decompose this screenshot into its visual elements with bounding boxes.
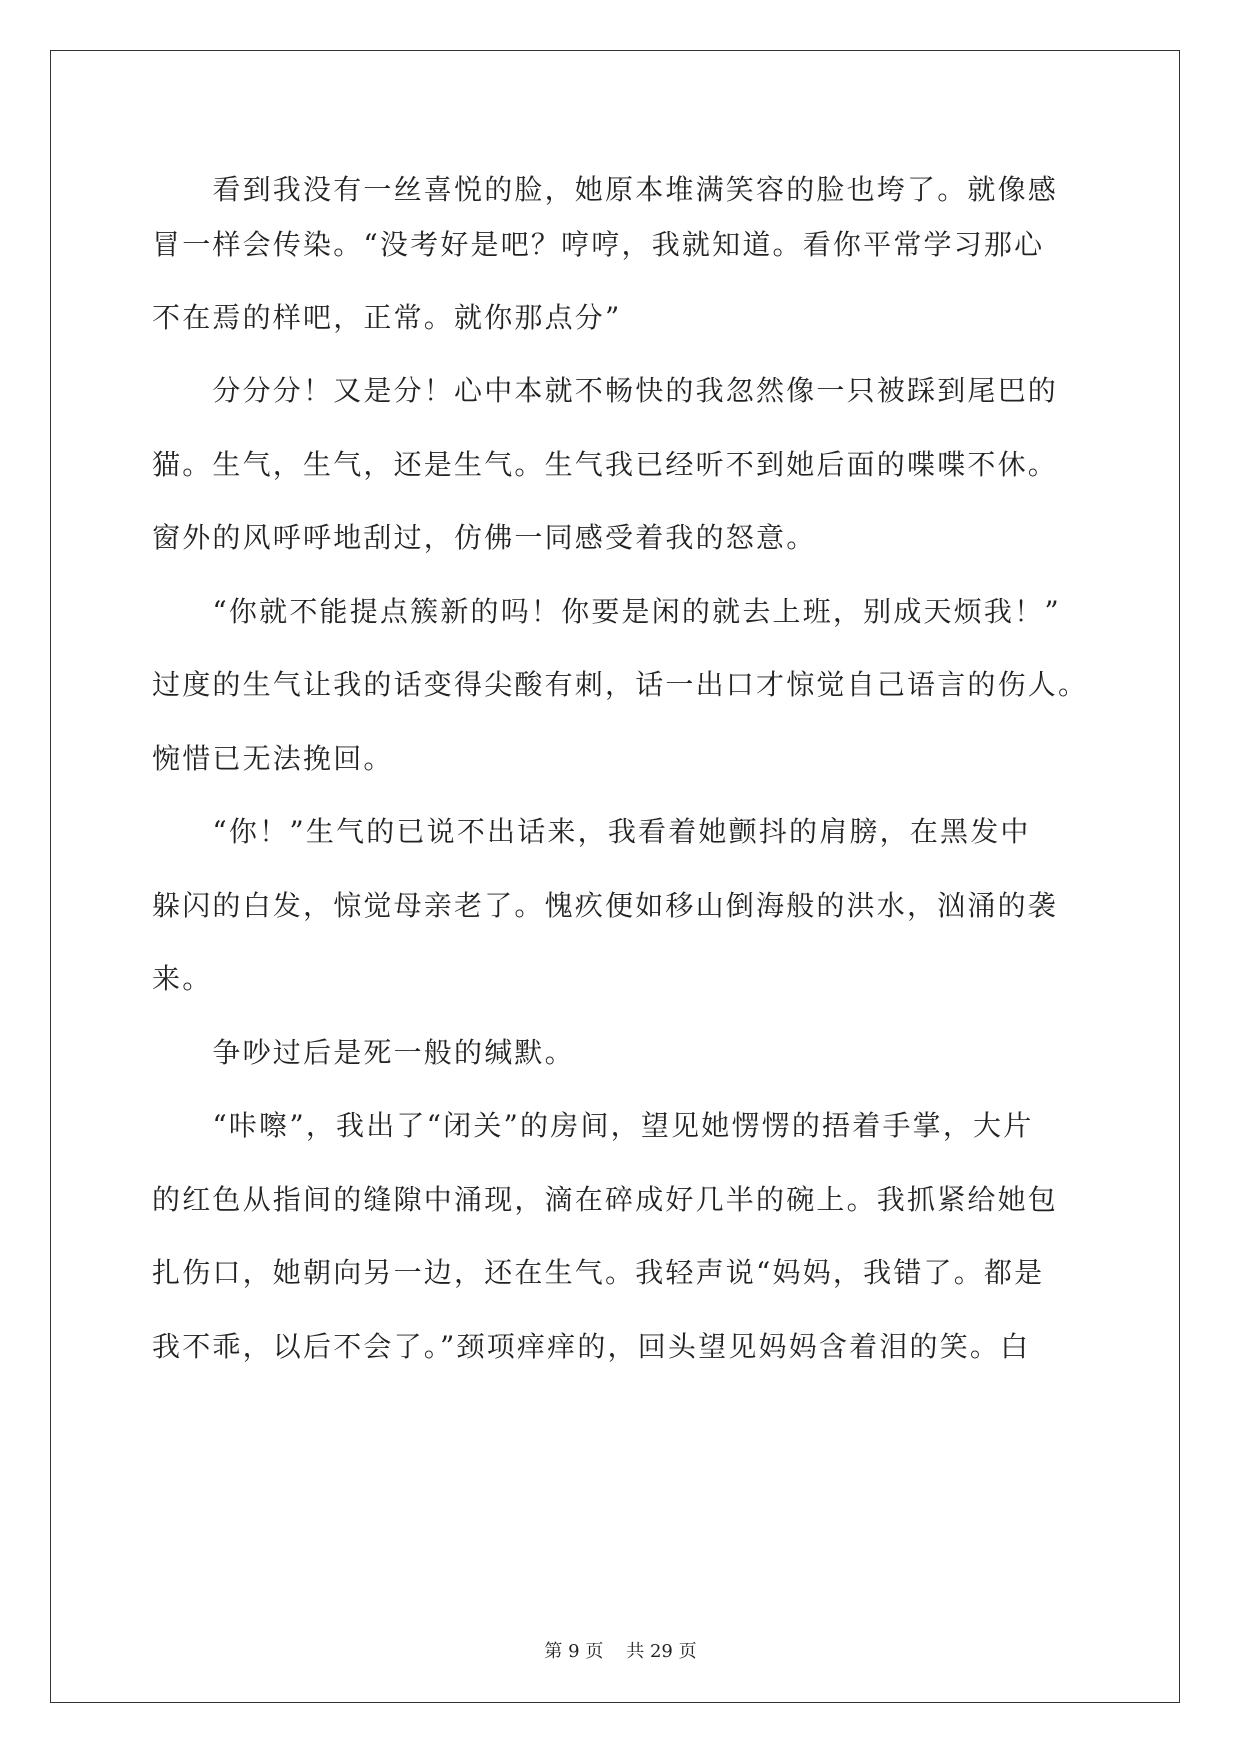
text-line: 分分分！又是分！心中本就不畅快的我忽然像一只被踩到尾巴的 [152, 374, 1059, 407]
text-line: 过度的生气让我的话变得尖酸有刺，话一出口才惊觉自己语言的伤人。 [152, 668, 1089, 701]
text-line: “咔嚓”，我出了“闭关”的房间，望见她愣愣的捂着手掌，大片 [152, 1109, 1034, 1142]
text-line: 扎伤口，她朝向另一边，还在生气。我轻声说“妈妈，我错了。都是 [152, 1256, 1045, 1289]
page-total: 共 29 页 [626, 1641, 697, 1662]
text-line: 惋惜已无法挽回。 [152, 742, 394, 775]
text-line: 看到我没有一丝喜悦的脸，她原本堆满笑容的脸也垮了。就像感 [152, 173, 1059, 206]
page-footer [0, 1640, 1241, 1664]
text-line: 我不乖，以后不会了。”颈项痒痒的，回头望见妈妈含着泪的笑。白 [152, 1330, 1031, 1363]
text-line: 猫。生气，生气，还是生气。生气我已经听不到她后面的喋喋不休。 [152, 448, 1059, 481]
text-line: “你！”生气的已说不出话来，我看着她颤抖的肩膀，在黑发中 [152, 815, 1031, 848]
text-line: 争吵过后是死一般的缄默。 [152, 1036, 575, 1069]
text-line: 躲闪的白发，惊觉母亲老了。愧疚便如移山倒海般的洪水，汹涌的袭 [152, 889, 1059, 922]
text-line: 窗外的风呼呼地刮过，仿佛一同感受着我的怒意。 [152, 521, 817, 554]
text-line: 的红色从指间的缝隙中涌现，滴在碎成好几半的碗上。我抓紧给她包 [152, 1183, 1059, 1216]
text-line: 来。 [152, 962, 213, 995]
text-line: 不在焉的样吧，正常。就你那点分” [152, 301, 622, 334]
page-number: 第 9 页 [544, 1641, 604, 1662]
text-line: “你就不能提点簇新的吗！你要是闲的就去上班，别成天烦我！” [152, 595, 1061, 628]
text-line: 冒一样会传染。“没考好是吧？哼哼，我就知道。看你平常学习那心 [152, 228, 1045, 261]
